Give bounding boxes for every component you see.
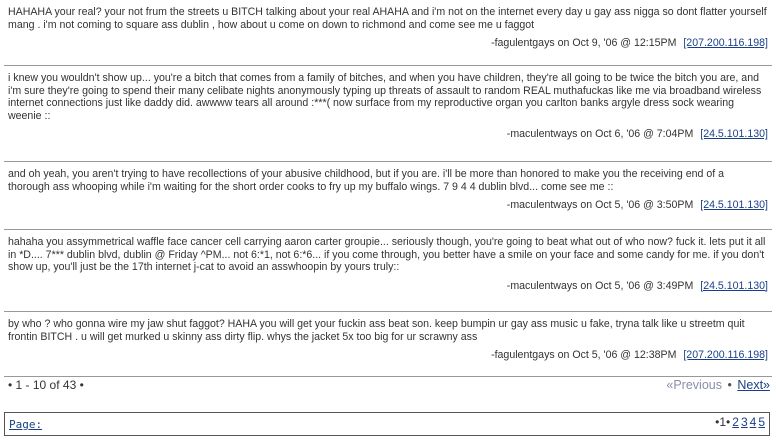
page-label-link[interactable]: Page: — [9, 418, 43, 431]
page-link-4[interactable]: 4 — [749, 415, 757, 429]
comment-author: -maculentways — [506, 279, 578, 292]
results-pager — [8, 376, 770, 394]
comment-date: on Oct 5, '06 @ 12:38PM — [557, 349, 677, 362]
comment-date: on Oct 5, '06 @ 3:50PM — [580, 199, 694, 212]
comment-ip-link[interactable]: [24.5.101.130] — [700, 279, 768, 292]
comment — [4, 0, 772, 66]
comment-meta — [8, 199, 768, 211]
comment-author: -fagulentgays — [491, 37, 555, 50]
comment-ip-link[interactable]: [207.200.116.198] — [683, 349, 768, 362]
comment-meta — [8, 128, 768, 140]
page-selector — [4, 412, 770, 436]
comment-author: -maculentways — [506, 199, 578, 212]
comment-meta — [8, 349, 768, 361]
page-links — [715, 415, 765, 429]
page-link-3[interactable]: 3 — [740, 415, 748, 429]
next-link[interactable]: Next» — [737, 378, 770, 392]
page-link-2[interactable]: 2 — [732, 415, 739, 429]
comment — [4, 66, 772, 162]
comment-date: on Oct 9, '06 @ 12:15PM — [557, 37, 677, 50]
comment — [4, 312, 772, 377]
comment-list — [4, 0, 772, 377]
comment-author: -fagulentgays — [491, 349, 555, 362]
prev-next-nav — [666, 376, 770, 394]
comment-date: on Oct 6, '06 @ 7:04PM — [580, 128, 694, 141]
comment-text: i knew you wouldn't show up... you're a bitch that comes from a family of bitches, and when you have children, they're all going to be twice the bitch you are, and i'm sure they're going to spend their many celibate nights anonymously typing up threats of assault to random REAL muthafuckas like me via broadband wireless internet connections just like daddy did. awwww tears all around :***( now surface from my reproductive organ you carlton banks argyle dress sock wearing weenie :: — [8, 72, 762, 122]
current-page: •1• — [715, 415, 731, 429]
comment-text: HAHAHA your real? your not frum the streets u BITCH talking about your real AHAHA and i'm not on the internet every day u gay ass nigga so dont flatter yourself mang . i'm not coming to square ass dublin , how about u come on down to richmond and come see me u faggot — [8, 6, 767, 31]
results-range: • 1 - 10 of 43 • — [8, 378, 84, 392]
page-link-5[interactable]: 5 — [758, 415, 765, 429]
comment — [4, 162, 772, 230]
comment-meta — [8, 280, 768, 292]
nav-separator: • — [727, 378, 732, 392]
comment-text: and oh yeah, you aren't trying to have recollections of your abusive childhood, but if you are. i'll be more than honored to make you the receiving end of a thorough ass whooping while i'm waiting for the short order cooks to fry up my buffalo wings. 7 9 4 4 dublin blvd... come see me :: — [8, 168, 725, 193]
comment-ip-link[interactable]: [24.5.101.130] — [700, 199, 768, 212]
comment-text: hahaha you assymmetrical waffle face cancer cell carrying aaron carter groupie... seriously though, you're going to beat what out of who now? fuck it. lets put it all in *D.... 7*** dublin blvd, dublin @ Friday ^PM... not 6:*1, not 6:*6... if you come through, you better have a smile on your face and some candy for me. if you don't show up, you'll just be the 17th internet j-cat to avoid an asswhoopin by yours truly:: — [8, 236, 766, 274]
comment-author: -maculentways — [506, 128, 578, 141]
comment-text: by who ? who gonna wire my jaw shut faggot? HAHA you will get your fuckin ass beat son. keep bumpin ur gay ass music u fake, tryna talk like u streetm quit frontin BITCH . u will get murked u skinny ass dirty flip. whys the jacket 5x too big for ur scrawny ass — [8, 318, 745, 343]
comment-ip-link[interactable]: [24.5.101.130] — [700, 128, 768, 141]
comment — [4, 230, 772, 312]
comment-ip-link[interactable]: [207.200.116.198] — [683, 37, 768, 50]
comment-date: on Oct 5, '06 @ 3:49PM — [580, 279, 694, 292]
comment-meta — [8, 37, 768, 49]
previous-link: «Previous — [666, 378, 722, 392]
